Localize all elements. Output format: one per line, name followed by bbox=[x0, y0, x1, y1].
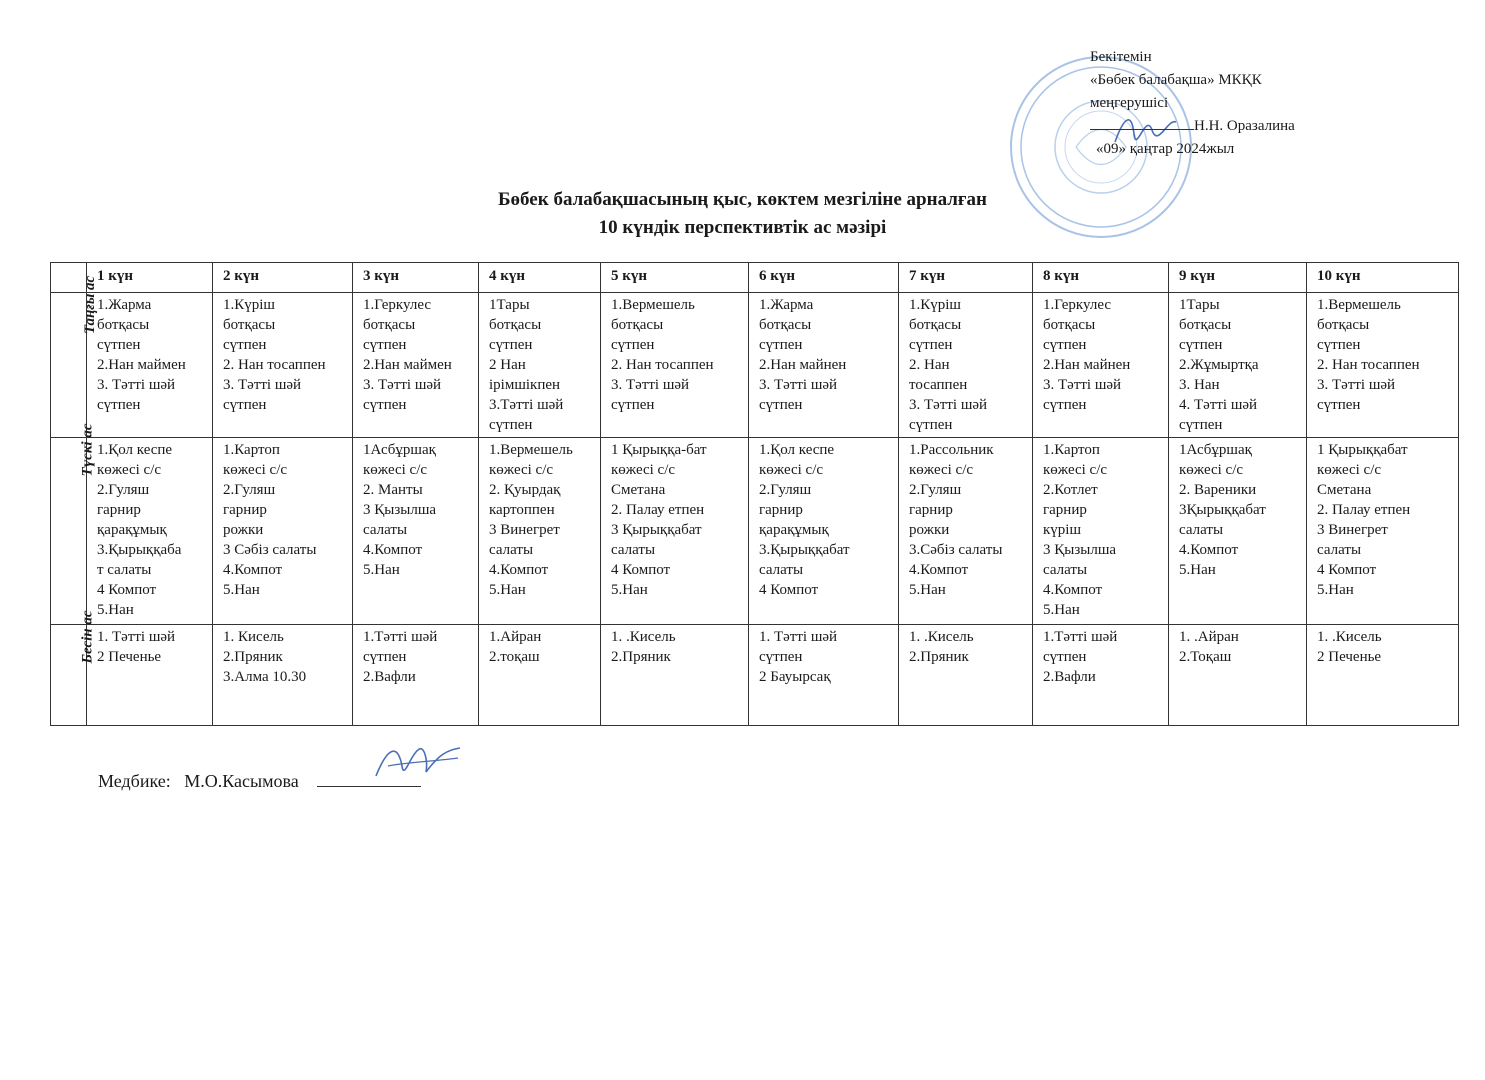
day-header: 6 күн bbox=[749, 263, 899, 293]
menu-item-line: сүтпен bbox=[611, 337, 655, 353]
menu-item-line: 1. .Айран bbox=[1179, 629, 1239, 645]
menu-item-line: 2. Қуырдақ bbox=[489, 482, 561, 498]
menu-item-line: 1Тары bbox=[1179, 297, 1220, 313]
menu-item-line: 2.Гуляш bbox=[909, 482, 962, 498]
menu-cell bbox=[601, 438, 749, 625]
menu-item-line: сүтпен bbox=[759, 397, 803, 413]
menu-item-line: 1 Қырыққа-бат bbox=[611, 442, 707, 458]
meal-label-cell bbox=[51, 423, 96, 625]
menu-item-line: сүтпен bbox=[363, 337, 407, 353]
menu-item-line: 5.Нан bbox=[363, 562, 400, 578]
menu-item-line: 2.Вафли bbox=[363, 669, 416, 685]
menu-item-line: 4 Компот bbox=[611, 562, 671, 578]
menu-item-line: 3.Тәтті шәй bbox=[489, 397, 564, 413]
menu-item-line: тосаппен bbox=[909, 377, 968, 393]
meal-row bbox=[51, 293, 1459, 438]
menu-item-line: ботқасы bbox=[909, 317, 962, 333]
menu-item-line: сүтпен bbox=[223, 337, 267, 353]
approval-line: Бекітемін bbox=[1090, 49, 1152, 65]
menu-item-line: көжесі с/с bbox=[759, 462, 824, 478]
menu-item-line: 2.Котлет bbox=[1043, 482, 1098, 498]
menu-item-line: 1.Күріш bbox=[223, 297, 275, 313]
menu-item-line: ботқасы bbox=[363, 317, 416, 333]
menu-item-line: ботқасы bbox=[1179, 317, 1232, 333]
menu-item-line: 2.тоқаш bbox=[489, 649, 540, 665]
menu-item-line: 1. Тәтті шәй bbox=[759, 629, 838, 645]
menu-item-line: 2. Вареники bbox=[1179, 482, 1257, 498]
menu-item-line: 1Асбұршақ bbox=[363, 442, 436, 458]
director-name: Н.Н. Оразалина bbox=[1194, 118, 1295, 134]
menu-cell bbox=[899, 293, 1033, 438]
approval-date: «09» қаңтар 2024жыл bbox=[1096, 141, 1235, 157]
menu-cell bbox=[87, 293, 213, 438]
day-header: 4 күн bbox=[479, 263, 601, 293]
menu-item-line: сүтпен bbox=[97, 397, 141, 413]
menu-item-line: 2. Нан тосаппен bbox=[223, 357, 326, 373]
menu-item-line: сүтпен bbox=[97, 337, 141, 353]
menu-item-line: гарнир bbox=[909, 502, 953, 518]
menu-item-line: 1.Вермешель bbox=[1317, 297, 1401, 313]
menu-item-line: ботқасы bbox=[1043, 317, 1096, 333]
menu-item-line: 1. Тәтті шәй bbox=[97, 629, 176, 645]
menu-item-line: 3 Қызылша bbox=[363, 502, 437, 518]
menu-item-line: 3. Тәтті шәй bbox=[363, 377, 442, 393]
menu-item-line: ботқасы bbox=[223, 317, 276, 333]
menu-item-line: 5.Нан bbox=[611, 582, 648, 598]
nurse-name: М.О.Касымова bbox=[184, 771, 299, 791]
menu-item-line: қарақұмық bbox=[97, 522, 167, 538]
menu-item-line: 3.Қырыққаба bbox=[97, 542, 182, 558]
menu-item-line: 2.Гуляш bbox=[759, 482, 812, 498]
menu-item-line: 3. Тәтті шәй bbox=[1317, 377, 1396, 393]
menu-cell bbox=[1169, 625, 1307, 726]
menu-item-line: 2.Нан майнен bbox=[1043, 357, 1131, 373]
approval-line: меңгерушісі bbox=[1090, 95, 1169, 111]
menu-item-line: салаты bbox=[1317, 542, 1362, 558]
menu-table bbox=[50, 262, 1459, 726]
menu-item-line: рожки bbox=[909, 522, 950, 538]
page-title bbox=[0, 186, 1485, 242]
menu-item-line: 4 Компот bbox=[759, 582, 819, 598]
menu-item-line: 3. Тәтті шәй bbox=[611, 377, 690, 393]
menu-item-line: 4. Тәтті шәй bbox=[1179, 397, 1258, 413]
menu-cell bbox=[1307, 438, 1459, 625]
meal-row bbox=[51, 625, 1459, 726]
menu-cell bbox=[749, 293, 899, 438]
menu-item-line: салаты bbox=[611, 542, 656, 558]
menu-item-line: 4 Компот bbox=[97, 582, 157, 598]
menu-item-line: көжесі с/с bbox=[1179, 462, 1244, 478]
day-header: 3 күн bbox=[353, 263, 479, 293]
footer-label: Медбике: bbox=[98, 771, 171, 791]
menu-item-line: 2.Гуляш bbox=[97, 482, 150, 498]
menu-cell bbox=[353, 293, 479, 438]
menu-item-line: салаты bbox=[1043, 562, 1088, 578]
menu-item-line: гарнир bbox=[1043, 502, 1087, 518]
menu-item-line: 1.Картоп bbox=[223, 442, 280, 458]
menu-item-line: 2.Пряник bbox=[909, 649, 969, 665]
day-header: 5 күн bbox=[601, 263, 749, 293]
menu-item-line: 3 Қырыққабат bbox=[611, 522, 702, 538]
menu-item-line: 2 Печенье bbox=[97, 649, 162, 665]
menu-item-line: сүтпен bbox=[1043, 397, 1087, 413]
menu-item-line: сүтпен bbox=[1179, 337, 1223, 353]
menu-item-line: гарнир bbox=[97, 502, 141, 518]
menu-item-line: 4.Компот bbox=[1043, 582, 1103, 598]
menu-item-line: сүтпен bbox=[489, 417, 533, 433]
menu-item-line: 2.Вафли bbox=[1043, 669, 1096, 685]
menu-item-line: 4.Компот bbox=[1179, 542, 1239, 558]
menu-item-line: 2 Нан bbox=[489, 357, 526, 373]
menu-item-line: 5.Нан bbox=[1317, 582, 1354, 598]
menu-item-line: күріш bbox=[1043, 522, 1082, 538]
menu-cell bbox=[213, 293, 353, 438]
menu-item-line: 5.Нан bbox=[1179, 562, 1216, 578]
menu-cell bbox=[899, 625, 1033, 726]
menu-item-line: 4.Компот bbox=[489, 562, 549, 578]
menu-item-line: 2. Нан тосаппен bbox=[611, 357, 714, 373]
menu-item-line: 5.Нан bbox=[223, 582, 260, 598]
menu-item-line: 1. .Кисель bbox=[611, 629, 676, 645]
menu-cell bbox=[479, 438, 601, 625]
menu-item-line: 2.Нан маймен bbox=[363, 357, 452, 373]
menu-item-line: 5.Нан bbox=[909, 582, 946, 598]
menu-item-line: 3. Тәтті шәй bbox=[223, 377, 302, 393]
menu-item-line: 1.Картоп bbox=[1043, 442, 1100, 458]
menu-item-line: картоппен bbox=[489, 502, 555, 518]
menu-item-line: көжесі с/с bbox=[1317, 462, 1382, 478]
menu-item-line: 3 Винегрет bbox=[489, 522, 560, 538]
menu-cell bbox=[479, 293, 601, 438]
menu-item-line: қарақұмық bbox=[759, 522, 829, 538]
menu-cell bbox=[1033, 625, 1169, 726]
menu-item-line: 5.Нан bbox=[97, 602, 134, 618]
title-line-2: 10 күндік перспективтік ас мәзірі bbox=[598, 217, 887, 238]
menu-item-line: 3 Сәбіз салаты bbox=[223, 542, 317, 558]
menu-item-line: 3.Сәбіз салаты bbox=[909, 542, 1003, 558]
menu-item-line: 4.Компот bbox=[909, 562, 969, 578]
menu-item-line: гарнир bbox=[223, 502, 267, 518]
menu-item-line: 1. Кисель bbox=[223, 629, 284, 645]
menu-item-line: 1.Вермешель bbox=[611, 297, 695, 313]
approval-block bbox=[1090, 46, 1295, 161]
menu-item-line: 1.Тәтті шәй bbox=[363, 629, 438, 645]
menu-cell bbox=[213, 438, 353, 625]
menu-item-line: 3.Қырыққабат bbox=[759, 542, 850, 558]
day-header: 2 күн bbox=[213, 263, 353, 293]
menu-item-line: 1Асбұршақ bbox=[1179, 442, 1252, 458]
menu-item-line: 5.Нан bbox=[1043, 602, 1080, 618]
menu-item-line: ботқасы bbox=[489, 317, 542, 333]
menu-item-line: сүтпен bbox=[1179, 417, 1223, 433]
menu-item-line: 2 Печенье bbox=[1317, 649, 1382, 665]
menu-item-line: 3 Винегрет bbox=[1317, 522, 1388, 538]
menu-cell bbox=[1307, 625, 1459, 726]
menu-item-line: ботқасы bbox=[97, 317, 150, 333]
menu-item-line: 1.Тәтті шәй bbox=[1043, 629, 1118, 645]
menu-item-line: 4.Компот bbox=[363, 542, 423, 558]
menu-item-line: 3. Нан bbox=[1179, 377, 1220, 393]
menu-cell bbox=[213, 625, 353, 726]
menu-item-line: 3. Тәтті шәй bbox=[1043, 377, 1122, 393]
title-line-1: Бөбек балабақшасының қыс, көктем мезгіліне арналған bbox=[498, 189, 987, 210]
menu-item-line: сүтпен bbox=[759, 649, 803, 665]
menu-item-line: сүтпен bbox=[489, 337, 533, 353]
footer bbox=[98, 770, 421, 792]
menu-item-line: сүтпен bbox=[1317, 337, 1361, 353]
menu-item-line: 1.Қол кеспе bbox=[97, 442, 173, 458]
menu-item-line: 1Тары bbox=[489, 297, 530, 313]
meal-label: Таңғы ас bbox=[82, 275, 99, 335]
approval-signature-line bbox=[1090, 115, 1295, 138]
menu-item-line: 1.Жарма bbox=[759, 297, 814, 313]
menu-cell bbox=[353, 625, 479, 726]
menu-item-line: т салаты bbox=[97, 562, 152, 578]
day-header: 10 күн bbox=[1307, 263, 1459, 293]
menu-item-line: 2.Пряник bbox=[223, 649, 283, 665]
menu-cell bbox=[1307, 293, 1459, 438]
menu-item-line: 2.Пряник bbox=[611, 649, 671, 665]
menu-item-line: сүтпен bbox=[363, 397, 407, 413]
menu-cell bbox=[1033, 293, 1169, 438]
menu-item-line: 2.Нан майнен bbox=[759, 357, 847, 373]
menu-item-line: көжесі с/с bbox=[1043, 462, 1108, 478]
menu-item-line: 1.Геркулес bbox=[1043, 297, 1112, 313]
menu-item-line: көжесі с/с bbox=[611, 462, 676, 478]
menu-item-line: 2 Бауырсақ bbox=[759, 669, 831, 685]
menu-item-line: салаты bbox=[489, 542, 534, 558]
day-header: 7 күн bbox=[899, 263, 1033, 293]
menu-item-line: 1.Айран bbox=[489, 629, 542, 645]
menu-item-line: ботқасы bbox=[611, 317, 664, 333]
menu-item-line: 1.Күріш bbox=[909, 297, 961, 313]
menu-item-line: рожки bbox=[223, 522, 264, 538]
menu-item-line: сүтпен bbox=[1043, 649, 1087, 665]
menu-item-line: Сметана bbox=[611, 482, 666, 498]
menu-cell bbox=[87, 438, 213, 625]
meal-label-cell bbox=[51, 275, 99, 438]
menu-item-line: 4.Компот bbox=[223, 562, 283, 578]
menu-cell bbox=[749, 625, 899, 726]
menu-item-line: 2. Нан тосаппен bbox=[1317, 357, 1420, 373]
menu-item-line: 5.Нан bbox=[489, 582, 526, 598]
menu-item-line: 2. Палау етпен bbox=[611, 502, 705, 518]
menu-cell bbox=[479, 625, 601, 726]
day-header: 8 күн bbox=[1033, 263, 1169, 293]
approval-line: «Бөбек балабақша» МКҚК bbox=[1090, 72, 1262, 88]
menu-item-line: көжесі с/с bbox=[363, 462, 428, 478]
menu-item-line: 2.Тоқаш bbox=[1179, 649, 1232, 665]
menu-item-line: 1 Қырыққабат bbox=[1317, 442, 1408, 458]
menu-item-line: 1.Рассольник bbox=[909, 442, 994, 458]
menu-item-line: гарнир bbox=[759, 502, 803, 518]
menu-item-line: 3 Қызылша bbox=[1043, 542, 1117, 558]
menu-item-line: көжесі с/с bbox=[489, 462, 554, 478]
menu-item-line: 1.Геркулес bbox=[363, 297, 432, 313]
menu-item-line: сүтпен bbox=[909, 417, 953, 433]
menu-item-line: 1. .Кисель bbox=[909, 629, 974, 645]
menu-item-line: Сметана bbox=[1317, 482, 1372, 498]
menu-item-line: 2.Нан маймен bbox=[97, 357, 186, 373]
menu-cell bbox=[1033, 438, 1169, 625]
menu-item-line: сүтпен bbox=[759, 337, 803, 353]
menu-item-line: көжесі с/с bbox=[223, 462, 288, 478]
day-header: 9 күн bbox=[1169, 263, 1307, 293]
menu-item-line: сүтпен bbox=[1317, 397, 1361, 413]
menu-cell bbox=[353, 438, 479, 625]
menu-item-line: 1.Жарма bbox=[97, 297, 152, 313]
menu-item-line: 1.Қол кеспе bbox=[759, 442, 835, 458]
menu-item-line: көжесі с/с bbox=[909, 462, 974, 478]
signature-blank bbox=[1090, 115, 1194, 130]
menu-item-line: 3. Тәтті шәй bbox=[97, 377, 176, 393]
menu-item-line: 2. Палау етпен bbox=[1317, 502, 1411, 518]
meal-row bbox=[51, 438, 1459, 625]
meal-label-cell bbox=[51, 610, 96, 726]
menu-cell bbox=[1169, 293, 1307, 438]
menu-item-line: 3.Алма 10.30 bbox=[223, 669, 307, 685]
signature-line bbox=[317, 770, 421, 787]
menu-item-line: 3. Тәтті шәй bbox=[909, 397, 988, 413]
menu-cell bbox=[749, 438, 899, 625]
menu-item-line: сүтпен bbox=[1043, 337, 1087, 353]
menu-item-line: сүтпен bbox=[611, 397, 655, 413]
menu-item-line: ботқасы bbox=[759, 317, 812, 333]
menu-item-line: салаты bbox=[1179, 522, 1224, 538]
menu-item-line: ботқасы bbox=[1317, 317, 1370, 333]
menu-item-line: 2.Гуляш bbox=[223, 482, 276, 498]
menu-cell bbox=[899, 438, 1033, 625]
menu-cell bbox=[601, 625, 749, 726]
menu-item-line: 4 Компот bbox=[1317, 562, 1377, 578]
menu-item-line: 1. .Кисель bbox=[1317, 629, 1382, 645]
meal-label: Түскі ас bbox=[79, 423, 96, 477]
menu-item-line: 2.Жұмыртқа bbox=[1179, 357, 1259, 373]
menu-item-line: ірімшікпен bbox=[489, 377, 561, 393]
menu-item-line: сүтпен bbox=[223, 397, 267, 413]
menu-item-line: сүтпен bbox=[909, 337, 953, 353]
menu-item-line: көжесі с/с bbox=[97, 462, 162, 478]
menu-item-line: 1.Вермешель bbox=[489, 442, 573, 458]
table-header-row bbox=[51, 263, 1459, 293]
menu-item-line: 3Қырыққабат bbox=[1179, 502, 1266, 518]
day-header: 1 күн bbox=[87, 263, 213, 293]
menu-item-line: салаты bbox=[759, 562, 804, 578]
menu-item-line: 2. Нан bbox=[909, 357, 950, 373]
menu-cell bbox=[1169, 438, 1307, 625]
menu-item-line: 2. Манты bbox=[363, 482, 423, 498]
menu-cell bbox=[601, 293, 749, 438]
menu-item-line: сүтпен bbox=[363, 649, 407, 665]
menu-item-line: 3. Тәтті шәй bbox=[759, 377, 838, 393]
menu-item-line: салаты bbox=[363, 522, 408, 538]
menu-cell bbox=[87, 625, 213, 726]
meal-label: Бесін ас bbox=[79, 610, 96, 664]
